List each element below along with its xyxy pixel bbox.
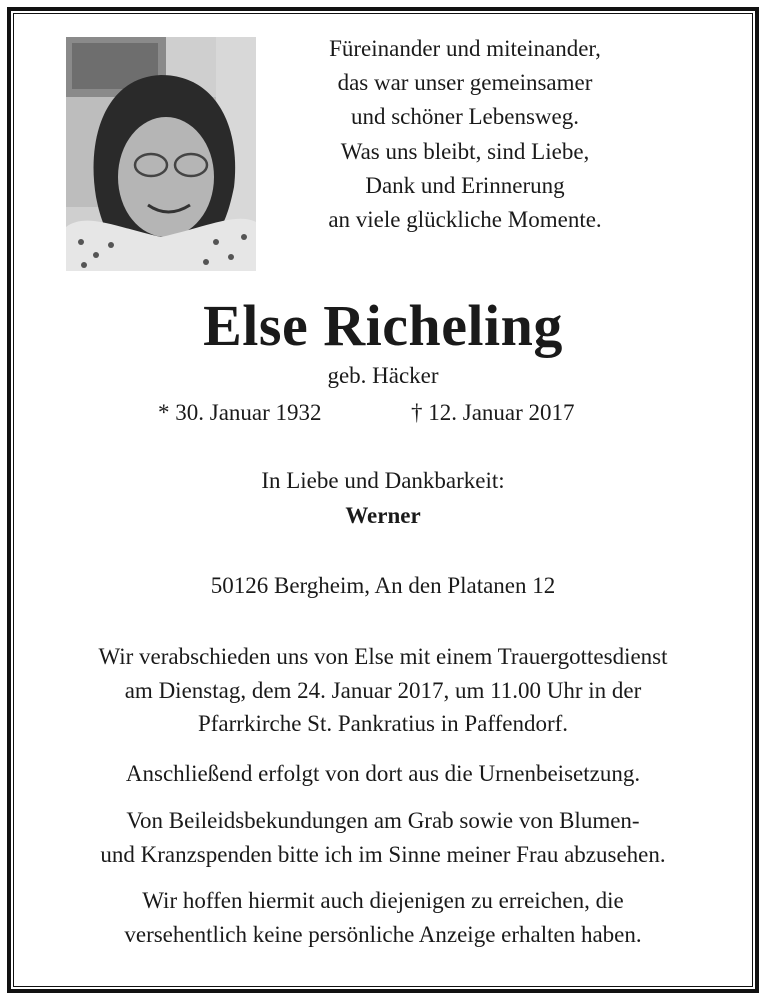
birth-date: * 30. Januar 1932 — [158, 400, 322, 425]
poem-line: das war unser gemeinsamer — [337, 70, 593, 96]
poem-line: Dank und Erinnerung — [365, 172, 565, 198]
poem-line: an viele glückliche Momente. — [328, 207, 602, 233]
closing-paragraph — [0, 884, 766, 951]
birth-name: geb. Häcker — [327, 363, 439, 388]
mourner-name: Werner — [345, 503, 421, 528]
service-paragraph — [0, 640, 766, 741]
memorial-poem — [278, 32, 652, 237]
death-date: † 12. Januar 2017 — [411, 400, 575, 425]
condolences-line: und Kranzspenden bitte ich im Sinne meiner Frau abzusehen. — [100, 841, 666, 867]
condolences-line: Von Beileidsbekundungen am Grab sowie von Blumen- — [126, 808, 640, 833]
life-dates — [0, 398, 766, 428]
service-line: am Dienstag, dem 24. Januar 2017, um 11.00 Uhr in der — [124, 677, 642, 703]
poem-line: Was uns bleibt, sind Liebe, — [340, 138, 590, 164]
portrait-photo — [66, 37, 256, 271]
closing-line: versehentlich keine persönliche Anzeige erhalten haben. — [124, 921, 642, 947]
poem-line: Füreinander und miteinander, — [329, 36, 601, 61]
closing-line: Wir hoffen hiermit auch diejenigen zu erreichen, die — [142, 888, 624, 913]
address: 50126 Bergheim, An den Platanen 12 — [210, 573, 556, 598]
service-line: Wir verabschieden uns von Else mit einem Trauergottesdienst — [98, 644, 668, 669]
deceased-name: Else Richeling — [203, 293, 563, 358]
service-line: Pfarrkirche St. Pankratius in Paffendorf. — [197, 711, 569, 736]
condolences-paragraph — [0, 804, 766, 871]
burial-line: Anschließend erfolgt von dort aus die Urnenbeisetzung. — [125, 761, 641, 786]
poem-line: und schöner Lebensweg. — [350, 104, 579, 130]
mourners-intro: In Liebe und Dankbarkeit: — [261, 468, 505, 493]
burial-paragraph — [0, 757, 766, 791]
